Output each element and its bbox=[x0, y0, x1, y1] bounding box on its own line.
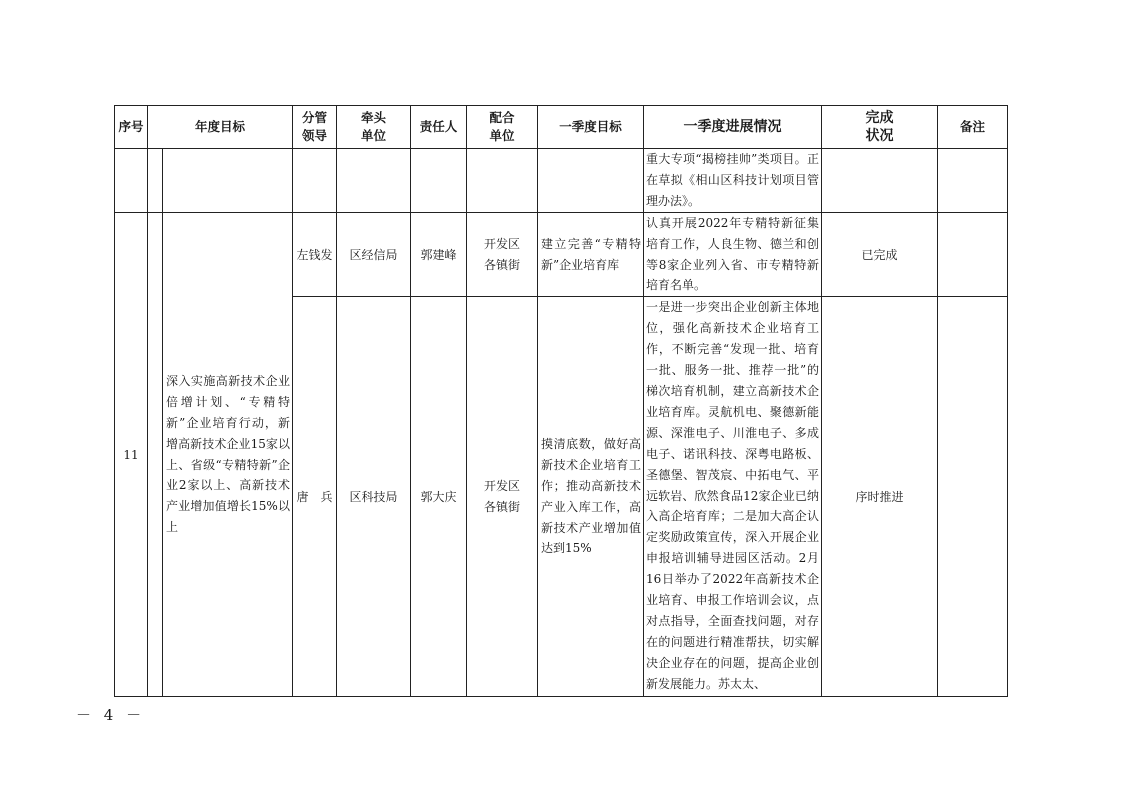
header-leader-line2: 领导 bbox=[302, 128, 328, 143]
header-status-line1: 完成 bbox=[865, 110, 894, 126]
item11-sub1-progress: 认真开展2022年专精特新征集培育工作，人良生物、德兰和创等8家企业列入省、市专精特新培育名单。 bbox=[646, 215, 820, 293]
item11-sub2-coop-line2: 各镇街 bbox=[484, 499, 521, 514]
continued-remarks bbox=[938, 149, 1008, 213]
item11-sub2-progress: 一是进一步突出企业创新主体地位，强化高新技术企业培育工作，不断完善“发现一批、培育一批、服务一批、推荐一批”的梯次培育机制，建立高新技术企业培育库。灵航机电、聚德新能源、深淮电子、川淮电子、多成电子、诺讯科技、深粤电路板、圣德堡、智茂宸、中拓电气、平远软岩、欣然食品12家企业已纳入高企培育库；二是加大高企认定奖励政策宣传，深入开展企业申报培训辅导进园区活动。2月16日举办了2022年高新技术企业培育、申报工作培训会议，点对点指导，全面查找问题，对存在的问题进行精准帮扶，切实解决企业存在的问题，提高企业创新发展能力。苏太太、 bbox=[646, 300, 820, 691]
header-coop-unit-line1: 配合 bbox=[489, 110, 515, 125]
header-lead-unit-line2: 单位 bbox=[361, 128, 387, 143]
item11-sub1-coop-unit bbox=[467, 212, 538, 297]
continued-status bbox=[822, 149, 938, 213]
item11-sub2-status: 序时推进 bbox=[822, 297, 938, 697]
continued-seq bbox=[115, 149, 148, 213]
item11-sub1-status: 已完成 bbox=[822, 212, 938, 297]
item11-sub1-lead-unit: 区经信局 bbox=[337, 212, 411, 297]
header-leader-line1: 分管 bbox=[302, 110, 328, 125]
continued-progress-text: 重大专项“揭榜挂帅”类项目。正在草拟《相山区科技计划项目管理办法》。 bbox=[646, 152, 820, 208]
header-lead-unit-line1: 牵头 bbox=[361, 110, 387, 125]
header-annual-goal: 年度目标 bbox=[148, 106, 293, 149]
continued-q1-goal bbox=[538, 149, 644, 213]
item11-annual-goal: 深入实施高新技术企业倍增计划、“专精特新”企业培育行动，新增高新技术企业15家以上、省级“专精特新”企业2家以上、高新技术产业增加值增长15%以上 bbox=[166, 374, 291, 534]
header-q1-goal: 一季度目标 bbox=[538, 106, 644, 149]
item11-sub1-person: 郭建峰 bbox=[411, 212, 467, 297]
header-status-line2: 状况 bbox=[865, 128, 894, 144]
item11-sub2-coop-line1: 开发区 bbox=[484, 478, 521, 493]
page-number: － 4 － bbox=[76, 706, 146, 724]
item11-sub2-q1-goal-cell bbox=[538, 297, 644, 697]
item11-sub1-remarks bbox=[938, 212, 1008, 297]
item11-sub1-q1-goal-cell bbox=[538, 212, 644, 297]
item11-sub1-coop-line1: 开发区 bbox=[484, 236, 521, 251]
header-seq: 序号 bbox=[115, 106, 148, 149]
item11-sub1-coop-line2: 各镇街 bbox=[484, 257, 521, 272]
header-remarks: 备注 bbox=[938, 106, 1008, 149]
item11-annual-goal-cell bbox=[163, 212, 293, 697]
continued-row bbox=[115, 149, 1008, 213]
item11-seq: 11 bbox=[115, 212, 148, 697]
item11-sub2-remarks bbox=[938, 297, 1008, 697]
continued-leader bbox=[293, 149, 337, 213]
header-person: 责任人 bbox=[411, 106, 467, 149]
header-row bbox=[115, 106, 1008, 149]
item11-sub2-person: 郭大庆 bbox=[411, 297, 467, 697]
item11-sub1-q1-goal: 建立完善“专精特新”企业培育库 bbox=[541, 236, 642, 272]
continued-lead-unit bbox=[337, 149, 411, 213]
continued-strip bbox=[148, 149, 163, 213]
continued-person bbox=[411, 149, 467, 213]
item11-sub2-lead-unit: 区科技局 bbox=[337, 297, 411, 697]
continued-annual-goal bbox=[163, 149, 293, 213]
header-q1-progress: 一季度进展情况 bbox=[644, 106, 822, 149]
item11-sub2-q1-goal: 摸清底数，做好高新技术企业培育工作；推动高新技术产业入库工作，高新技术产业增加值达到15% bbox=[541, 437, 642, 556]
item11-sub1-leader: 左钱发 bbox=[293, 212, 337, 297]
continued-coop-unit bbox=[467, 149, 538, 213]
header-coop-unit bbox=[467, 106, 538, 149]
continued-progress-cell bbox=[644, 149, 822, 213]
header-leader bbox=[293, 106, 337, 149]
header-coop-unit-line2: 单位 bbox=[489, 128, 515, 143]
header-status bbox=[822, 106, 938, 149]
work-plan-table bbox=[114, 105, 1008, 697]
item11-sub2-leader: 唐 兵 bbox=[293, 297, 337, 697]
item11-sub1-row bbox=[115, 212, 1008, 297]
item11-sub1-progress-cell bbox=[644, 212, 822, 297]
item11-sub2-progress-cell bbox=[644, 297, 822, 697]
item11-strip bbox=[148, 212, 163, 697]
header-lead-unit bbox=[337, 106, 411, 149]
item11-sub2-coop-unit bbox=[467, 297, 538, 697]
